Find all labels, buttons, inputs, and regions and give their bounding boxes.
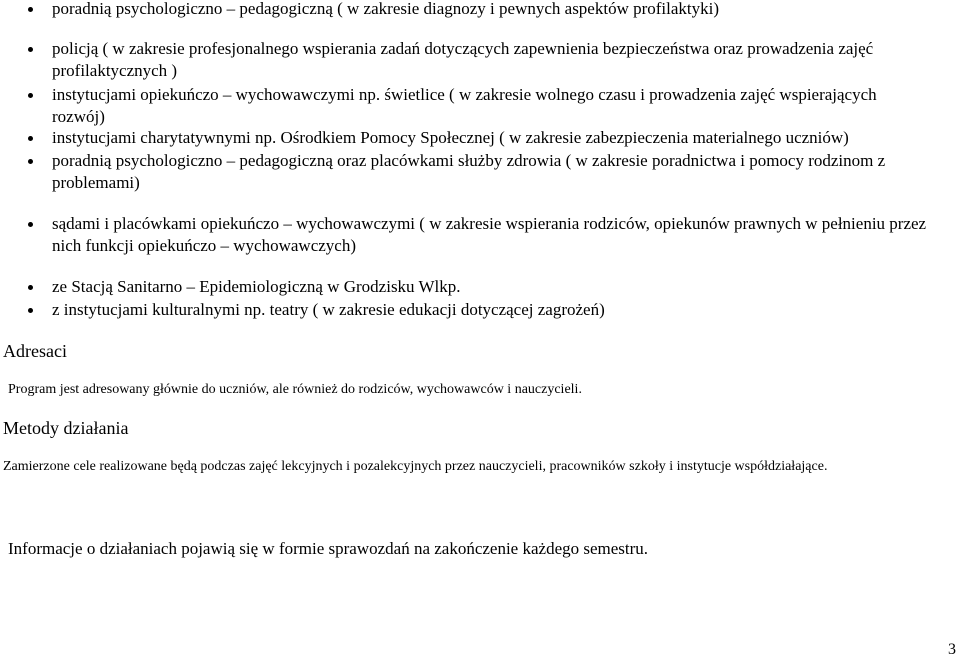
metody-heading: Metody działania: [3, 418, 129, 438]
list-item-text: poradnią psychologiczno – pedagogiczną ( w zakresie diagnozy i pewnych aspektów profilaktyki): [52, 0, 720, 18]
list-item: [52, 299, 932, 321]
bullet-icon: [28, 285, 33, 290]
list-item: [52, 276, 932, 298]
list-item: [52, 213, 932, 257]
informacje-text: Informacje o działaniach pojawią się w formie sprawozdań na zakończenie każdego semestru.: [8, 539, 649, 558]
bullet-icon: [28, 7, 33, 12]
list-item-text: poradnią psychologiczno – pedagogiczną oraz placówkami służby zdrowia ( w zakresie poradnictwa i pomocy rodzinom z problemami): [52, 151, 886, 192]
adresaci-text: Program jest adresowany głównie do uczniów, ale również do rodziców, wychowawców i nauczycieli.: [8, 382, 582, 397]
bullet-icon: [28, 93, 33, 98]
list-item: [52, 38, 932, 82]
page-number: 3: [948, 641, 956, 658]
list-item-text: policją ( w zakresie profesjonalnego wspierania zadań dotyczących zapewnienia bezpieczeństwa oraz prowadzenia zajęć profilaktycznych ): [52, 39, 874, 80]
metody-text: Zamierzone cele realizowane będą podczas zajęć lekcyjnych i pozalekcyjnych przez nauczycieli, pracowników szkoły i instytucje współdziałające.: [3, 459, 828, 474]
bullet-icon: [28, 222, 33, 227]
bullet-icon: [28, 47, 33, 52]
list-item: [52, 127, 932, 149]
list-item-text: sądami i placówkami opiekuńczo – wychowawczymi ( w zakresie wspierania rodziców, opiekunów prawnych w pełnieniu przez nich funkcji opiekuńczo – wychowawczych): [52, 214, 927, 255]
bullet-icon: [28, 308, 33, 313]
adresaci-heading: Adresaci: [3, 341, 67, 361]
list-item-text: z instytucjami kulturalnymi np. teatry ( w zakresie edukacji dotyczącej zagrożeń): [52, 300, 605, 319]
list-item-text: instytucjami charytatywnymi np. Ośrodkiem Pomocy Społecznej ( w zakresie zabezpieczenia materialnego uczniów): [52, 128, 849, 147]
list-item: [52, 150, 932, 194]
list-item-text: ze Stacją Sanitarno – Epidemiologiczną w Grodzisku Wlkp.: [52, 277, 461, 296]
list-item: [52, 0, 932, 20]
bullet-icon: [28, 159, 33, 164]
list-item-text: instytucjami opiekuńczo – wychowawczymi np. świetlice ( w zakresie wolnego czasu i prowadzenia zajęć wspierających rozwój): [52, 85, 877, 126]
bullet-icon: [28, 136, 33, 141]
list-item: [52, 84, 932, 128]
